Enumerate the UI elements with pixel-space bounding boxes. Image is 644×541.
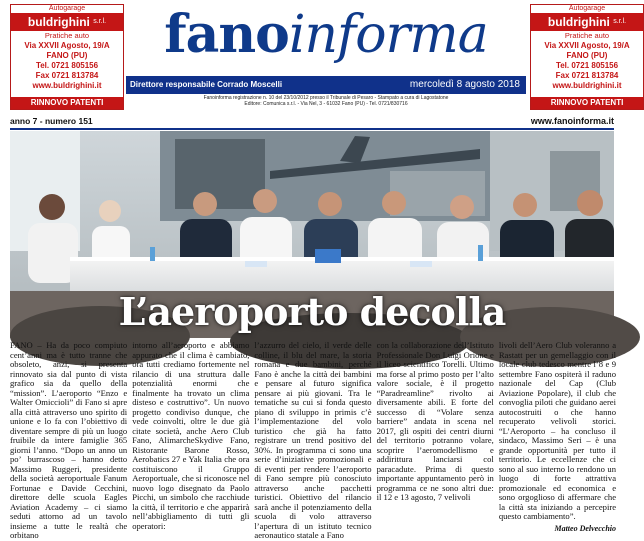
article-column-1: FANO – Ha da poco compiuto cent’anni ma è tutto tranne che obsoleto, anzi, si presenta rinnovato sia dal punto di vista grafico sia da quello della “mission”. L’aeroporto “Enzo e Walter Omiccioli” di Fano si apre alla città attraverso uno spirito di unione e lo fa con l’obiettivo di diventare sempre di più un luogo fruibile da intere famiglie 365 giorni l’anno. “Dopo un anno un po’ burrascoso – hanno detto Massimo Ruggeri, presidente della società aeroportuale Fanum Fortunae e Davide Cecchini, direttore delle scuola Eagles Aviation Academy – ci siamo seduti attorno ad un tavolo insieme a tutte le realtà che orbitano [10, 340, 128, 540]
article-body [10, 340, 617, 540]
article-column-3: l’azzurro del cielo, il verde delle colline, il blu del mare, la storia romana e due bambini, perché Fano è anche la città dei bambini e pensare al futuro significa pensare ai più giovani. Tra le tematiche su cui si fonda questo piano di sviluppo in primis c’è l’implementazione del volo turistico che già ha fatto registrare un trend positivo del 30%. In programma ci sono una serie d’iniziative promozionali e di eventi per rendere l’aeroporto di Fano sempre più conosciuto attraverso anche pacchetti turistici. Obiettivo del rilancio sarà anche il potenziamento della scuola di volo attraverso l’apertura di un istituto tecnico aeronautico statale a Fano [254, 340, 372, 540]
issue-date: mercoledì 8 agosto 2018 [409, 79, 520, 90]
ad-tagline: Pratiche auto [44, 31, 90, 40]
ad-web[interactable]: www.buldrighini.it [552, 81, 622, 90]
article-headline: L’aeroporto decolla [118, 289, 506, 334]
article-column-2: intorno all’aeroporto e abbiamo appurato che il clima è cambiato, ora tutti crediamo fortemente nel rilancio di una struttura dalle potenzialità enormi che finalmente ha trovato un clima disteso e costruttivo”. Un nuovo progetto condiviso dunque, che vede coinvolti, oltre le due già citate società, anche Aero Club Fano, AlimarcheSkydive Fano, Ristorante Barone Rosso, Aerobatics 27 e Yak Italia che ora costituiscono il Gruppo Aeroportuale, che si riconosce nel nuovo logo disegnato da Paolo Picchi, un simbolo che racchiude la città, il territorio e che apparirà nell’abbigliamento di tutti gli operatori: [132, 340, 250, 531]
ad-fax: Fax 0721 813784 [35, 71, 99, 80]
ad-top-label: Autogarage [48, 5, 86, 12]
ad-web[interactable]: www.buldrighini.it [32, 81, 102, 90]
masthead-bar [126, 76, 526, 94]
ad-tel: Tel. 0721 805156 [35, 61, 99, 70]
registration-info: Fanoinforma registrazione n. 10 del 23/10/2012 presso il Tribunale di Pesaro - Stampato a cura di Lagostatone Editore: Comunica s.r.l. - Via Nel, 3 - 61032 Fano (PU) - Tel. 0721/830716 [203, 95, 449, 107]
website-link[interactable]: www.fanoinforma.it [530, 116, 614, 126]
masthead [126, 2, 526, 72]
ad-city: FANO (PU) [566, 51, 608, 60]
director-credit: Direttore responsabile Corrado Moscelli [130, 80, 283, 89]
ad-tel: Tel. 0721 805156 [555, 61, 619, 70]
ad-brand: buldrighini $^{s.r.l.}$ [11, 13, 123, 31]
press-conference-photo [10, 131, 614, 338]
article-column-4: con la collaborazione dell’Istituto Professionale Don Luigi Orione e il liceo scientifico Torelli. Ultimo ma forse al primo posto per l’alto valore sociale, è il progetto “Paradreamline” rivolto ai diversamente abili. E forte del successo di “Volare senza barriere” andata in scena nel 2017, gli ospiti dei centri diurni del territorio potranno volare, scoprire l’aeromodellismo e addirittura lanciarsi col paracadute. Prima di questo importante appuntamento però in programma ce ne sono altri due: il 12 e 13 agosto, 7 velivoli [376, 340, 494, 502]
ad-right-buldrighini[interactable] [530, 4, 644, 110]
ad-banner: RINNOVO PATENTI [11, 97, 123, 109]
header-divider [10, 128, 614, 130]
ad-fax: Fax 0721 813784 [555, 71, 619, 80]
article-author: Matteo Delvecchio [554, 523, 617, 533]
ad-city: FANO (PU) [46, 51, 88, 60]
ad-tagline: Pratiche auto [564, 31, 610, 40]
ad-banner: RINNOVO PATENTI [531, 97, 643, 109]
ad-left-buldrighini[interactable] [10, 4, 124, 110]
ad-top-label: Autogarage [568, 5, 606, 12]
ad-address: Via XXVII Agosto, 19/A [24, 41, 110, 50]
newspaper-logo[interactable]: fanoinforma [164, 4, 488, 65]
issue-number: anno 7 - numero 151 [10, 116, 93, 126]
ad-address: Via XXVII Agosto, 19/A [544, 41, 630, 50]
article-column-5: livoli dell’Aero Club voleranno a Rastatt per un gemellaggio con il locale club tedesco mentre l’8 e 9 settembre Fano ospiterà il raduno nazionale del Cap (Club Aviazione Popolare), il club che convoglia piloti che guidano aerei autocostruiti o che hanno recuperato velivoli storici. “L’Aeroporto – ha concluso il sindaco, Massimo Seri – è una grande opportunità per tutto il territorio. Le eccellenze che ci sono al suo interno lo rendono un luogo di forte attrattiva promozionale ed economica e sono orgoglioso di affermare che la città sta iniziando a percepire questo cambiamento”. Matteo Delvecchio [498, 340, 617, 533]
ad-brand: buldrighini $^{s.r.l.}$ [531, 13, 643, 31]
